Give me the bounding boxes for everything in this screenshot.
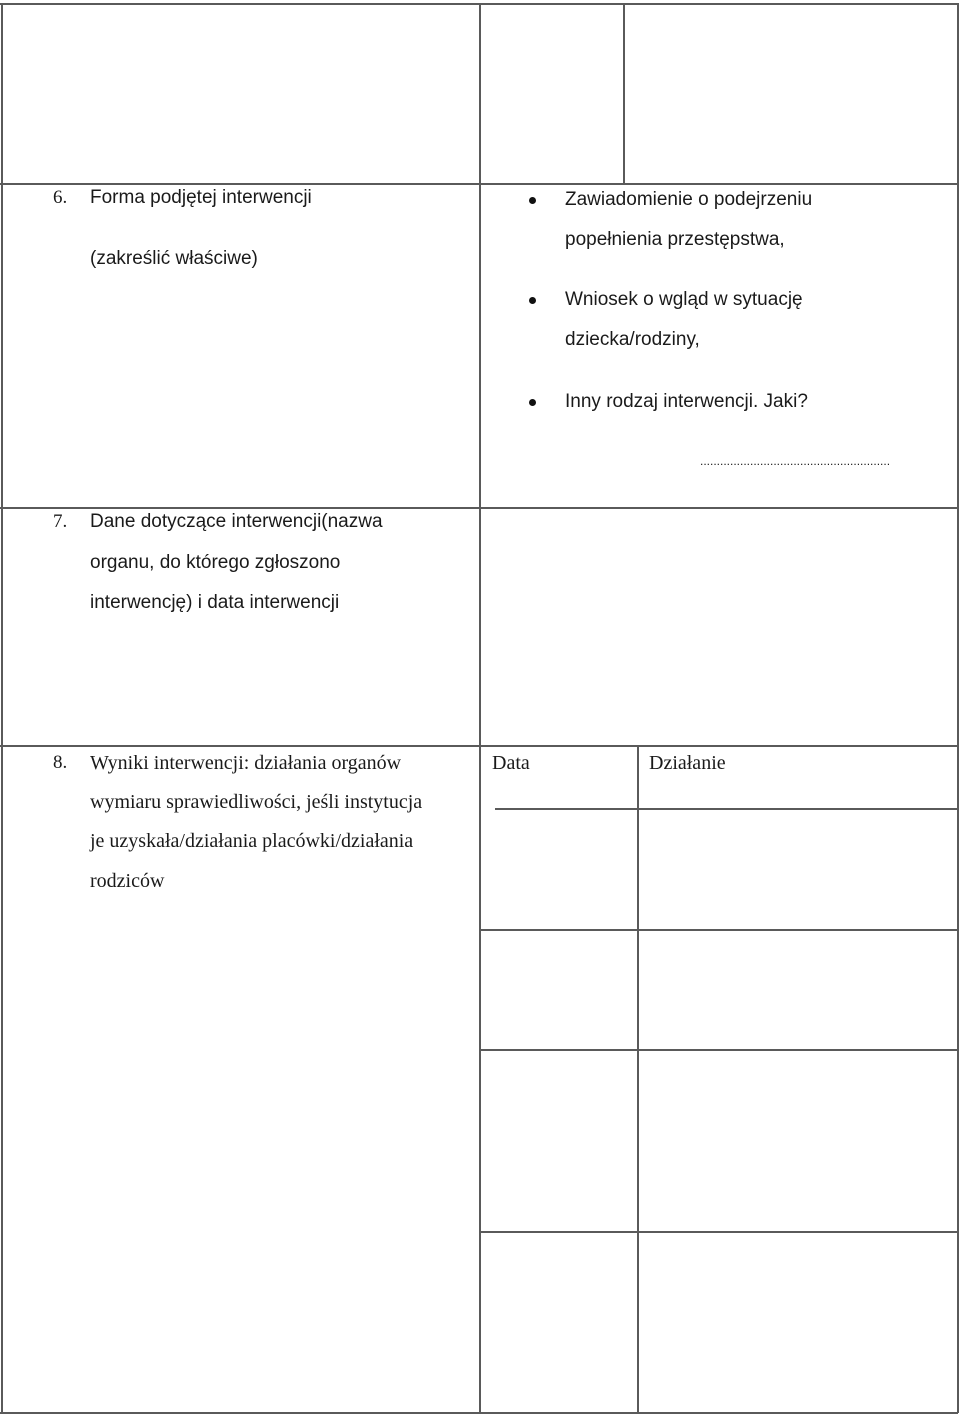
section8-line-3: je uzyskała/działania placówki/działania xyxy=(90,830,414,852)
section8-line-2: wymiaru sprawiedliwości, jeśli instytucja xyxy=(90,791,423,813)
section6-number: 6. xyxy=(53,187,68,208)
option-1-line-1: Zawiadomienie o podejrzeniu xyxy=(565,189,813,210)
row-divider-7 xyxy=(0,507,958,509)
column-divider-main xyxy=(479,183,481,1413)
section6-title: Forma podjętej interwencji xyxy=(90,187,312,208)
row-divider-8 xyxy=(0,745,958,747)
header-divider-data xyxy=(495,808,958,810)
bullet-icon xyxy=(529,399,536,406)
table-border-right xyxy=(957,3,959,1413)
column-header-action: Działanie xyxy=(649,752,726,774)
section8-line-1: Wyniki interwencji: działania organów xyxy=(90,752,402,774)
grid-row-line-3 xyxy=(479,1231,958,1233)
option-2-line-2: dziecka/rodziny, xyxy=(565,329,700,350)
option-1-line-2: popełnienia przestępstwa, xyxy=(565,229,785,250)
section7-line-3: interwencję) i data interwencji xyxy=(90,592,340,613)
top-row-divider-1 xyxy=(479,3,481,183)
section8-number: 8. xyxy=(53,752,68,773)
table-border-left xyxy=(1,3,3,1413)
section7-number: 7. xyxy=(53,511,68,532)
section7-line-2: organu, do którego zgłoszono xyxy=(90,552,341,573)
section6-subtitle: (zakreślić właściwe) xyxy=(90,248,258,269)
option-2-line-1: Wniosek o wgląd w sytuację xyxy=(565,289,803,310)
bullet-icon xyxy=(529,297,536,304)
column-divider-data xyxy=(637,745,639,1413)
grid-row-line-1 xyxy=(479,929,958,931)
column-header-date: Data xyxy=(492,752,530,774)
grid-row-line-2 xyxy=(479,1049,958,1051)
section7-line-1: Dane dotyczące interwencji(nazwa xyxy=(90,511,383,532)
fill-in-dots: ......................................................... xyxy=(700,454,891,468)
section8-line-4: rodziców xyxy=(90,870,165,892)
top-row-divider-2 xyxy=(623,3,625,183)
option-3-line-1: Inny rodzaj interwencji. Jaki? xyxy=(565,391,808,412)
bullet-icon xyxy=(529,197,536,204)
